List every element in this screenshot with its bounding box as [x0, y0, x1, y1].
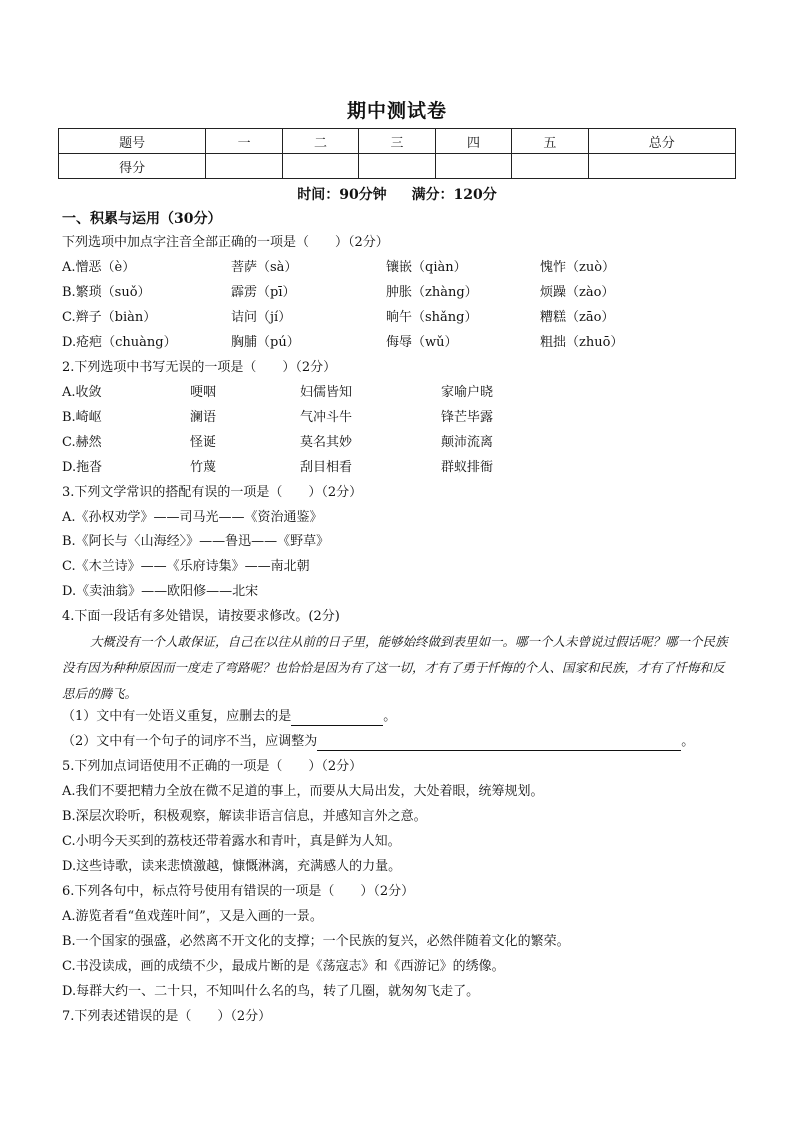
- q3-option: A.《孙权劝学》——司马光——《资治通鉴》: [62, 510, 323, 525]
- q1-option: 镶嵌（qiàn）: [386, 260, 467, 275]
- q2-option: 锋芒毕露: [441, 410, 494, 425]
- section-heading: 一、积累与运用（30分）: [62, 211, 222, 227]
- score-cell[interactable]: [359, 154, 435, 179]
- q2-option: 竹蔑: [190, 460, 217, 475]
- score-row-label: 得分: [59, 154, 206, 179]
- q1-option: 晌午（shǎng）: [386, 310, 478, 325]
- question-3-stem: 3.下列文学常识的搭配有误的一项是（ ）（2分）: [62, 485, 363, 500]
- q1-option: C.辫子（biàn）: [62, 310, 157, 325]
- q4-sub1-end: 。: [383, 709, 397, 724]
- q4-sub-question-2: [62, 733, 694, 751]
- q6-option: A.游览者看“鱼戏莲叶间”，又是入画的一景。: [62, 909, 323, 924]
- q1-option: 侮辱（wǔ）: [386, 335, 458, 350]
- q3-option: B.《阿长与〈山海经〉》——鲁迅——《野草》: [62, 534, 330, 549]
- q4-sub1-text: （1）文中有一处语义重复，应删去的是: [62, 709, 292, 724]
- q2-option: C.赫然: [62, 435, 102, 450]
- q4-sub-question-1: [62, 708, 396, 726]
- q5-option: B.深层次聆听，积极观察，解读非语言信息，并感知言外之意。: [62, 809, 427, 824]
- q2-option: 刮目相看: [300, 460, 353, 475]
- q1-option: 胸脯（pú）: [231, 335, 300, 350]
- question-1-stem: 下列选项中加点字注音全部正确的一项是（ ）（2分）: [62, 235, 389, 250]
- page-title: 期中测试卷: [346, 100, 447, 122]
- q1-option: 糟糕（zāo）: [540, 310, 615, 325]
- q1-option: 菩萨（sà）: [231, 260, 298, 275]
- q5-option: A.我们不要把精力全放在微不足道的事上，而要从大局出发，大处着眼，统筹规划。: [62, 784, 544, 799]
- question-7-stem: 7.下列表述错误的是（ ）（2分）: [62, 1009, 272, 1024]
- q1-option: 肿胀（zhàng）: [386, 285, 478, 300]
- score-table-header-row: [59, 129, 736, 154]
- question-5-stem: 5.下列加点词语使用不正确的一项是（ ）（2分）: [62, 759, 363, 774]
- score-header-cell: 四: [435, 129, 511, 154]
- score-header-cell: 题号: [59, 129, 206, 154]
- question-2-stem: 2.下列选项中书写无误的一项是（ ）（2分）: [62, 360, 337, 375]
- q2-option: A.收敛: [62, 385, 102, 400]
- score-header-cell: 二: [282, 129, 358, 154]
- answer-blank[interactable]: [291, 711, 383, 726]
- q4-passage: 大概没有一个人敢保证，自己在以往从前的日子里，能够始终做到表里如一。哪一个人未曾说过假话呢？哪一个民族没有因为种种原因而一度走了弯路呢？也恰恰是因为有了这一切，才有了勇于忏悔的个人、国家和民族，才有了忏悔和反思后的腾飞。: [62, 634, 728, 701]
- score-cell[interactable]: [206, 154, 282, 179]
- q6-option: C.书没读成，画的成绩不少，最成片断的是《荡寇志》和《西游记》的绣像。: [62, 959, 505, 974]
- score-table: [58, 128, 736, 179]
- score-cell[interactable]: [512, 154, 588, 179]
- q5-option: C.小明今天买到的荔枝还带着露水和青叶，真是鲜为人知。: [62, 834, 401, 849]
- question-6-stem: 6.下列各句中，标点符号使用有错误的一项是（ ）（2分）: [62, 884, 415, 899]
- q2-option: 哽咽: [190, 385, 217, 400]
- score-cell[interactable]: [282, 154, 358, 179]
- exam-meta: [0, 184, 794, 204]
- question-4-stem: 4.下面一段话有多处错误，请按要求修改。(2分): [62, 609, 340, 624]
- answer-blank[interactable]: [317, 736, 681, 751]
- score-header-cell: 一: [206, 129, 282, 154]
- q6-option: D.每群大约一、二十只，不知叫什么名的鸟，转了几圈，就匆匆飞走了。: [62, 984, 480, 999]
- q3-option: D.《卖油翁》——欧阳修——北宋: [62, 584, 259, 599]
- q2-option: 颠沛流离: [441, 435, 494, 450]
- score-header-cell: 总分: [588, 129, 735, 154]
- q2-option: D.拖沓: [62, 460, 103, 475]
- q2-option: 群蚁排衙: [441, 460, 494, 475]
- exam-total-score: 满分：120分: [411, 187, 497, 203]
- q1-option: B.繁琐（suǒ）: [62, 285, 151, 300]
- q2-option: 澜语: [190, 410, 217, 425]
- q1-option: 烦躁（zào）: [540, 285, 615, 300]
- q1-option: 粗拙（zhuō）: [540, 335, 624, 350]
- q1-option: 霹雳（pī）: [231, 285, 296, 300]
- q2-option: 莫名其妙: [300, 435, 353, 450]
- q6-option: B.一个国家的强盛，必然离不开文化的支撑；一个民族的复兴，必然伴随着文化的繁荣。: [62, 934, 570, 949]
- q1-option: 愧怍（zuò）: [540, 260, 616, 275]
- q2-option: B.崎岖: [62, 410, 102, 425]
- q1-option: D.疮疤（chuàng）: [62, 335, 177, 350]
- score-cell[interactable]: [435, 154, 511, 179]
- exam-time: 时间：90分钟: [297, 187, 387, 203]
- q4-sub2-text: （2）文中有一个句子的词序不当，应调整为: [62, 734, 318, 749]
- q5-option: D.这些诗歌，读来悲愤激越，慷慨淋漓，充满感人的力量。: [62, 859, 402, 874]
- score-cell[interactable]: [588, 154, 735, 179]
- q2-option: 气冲斗牛: [300, 410, 353, 425]
- q2-option: 家喻户晓: [441, 385, 494, 400]
- q3-option: C.《木兰诗》——《乐府诗集》——南北朝: [62, 559, 310, 574]
- q4-sub2-end: 。: [681, 734, 695, 749]
- score-table-score-row: [59, 154, 736, 179]
- score-header-cell: 五: [512, 129, 588, 154]
- q1-option: A.憎恶（è）: [62, 260, 136, 275]
- q2-option: 妇儒皆知: [300, 385, 353, 400]
- q1-option: 诘问（jí）: [231, 310, 292, 325]
- score-header-cell: 三: [359, 129, 435, 154]
- q2-option: 怪诞: [190, 435, 217, 450]
